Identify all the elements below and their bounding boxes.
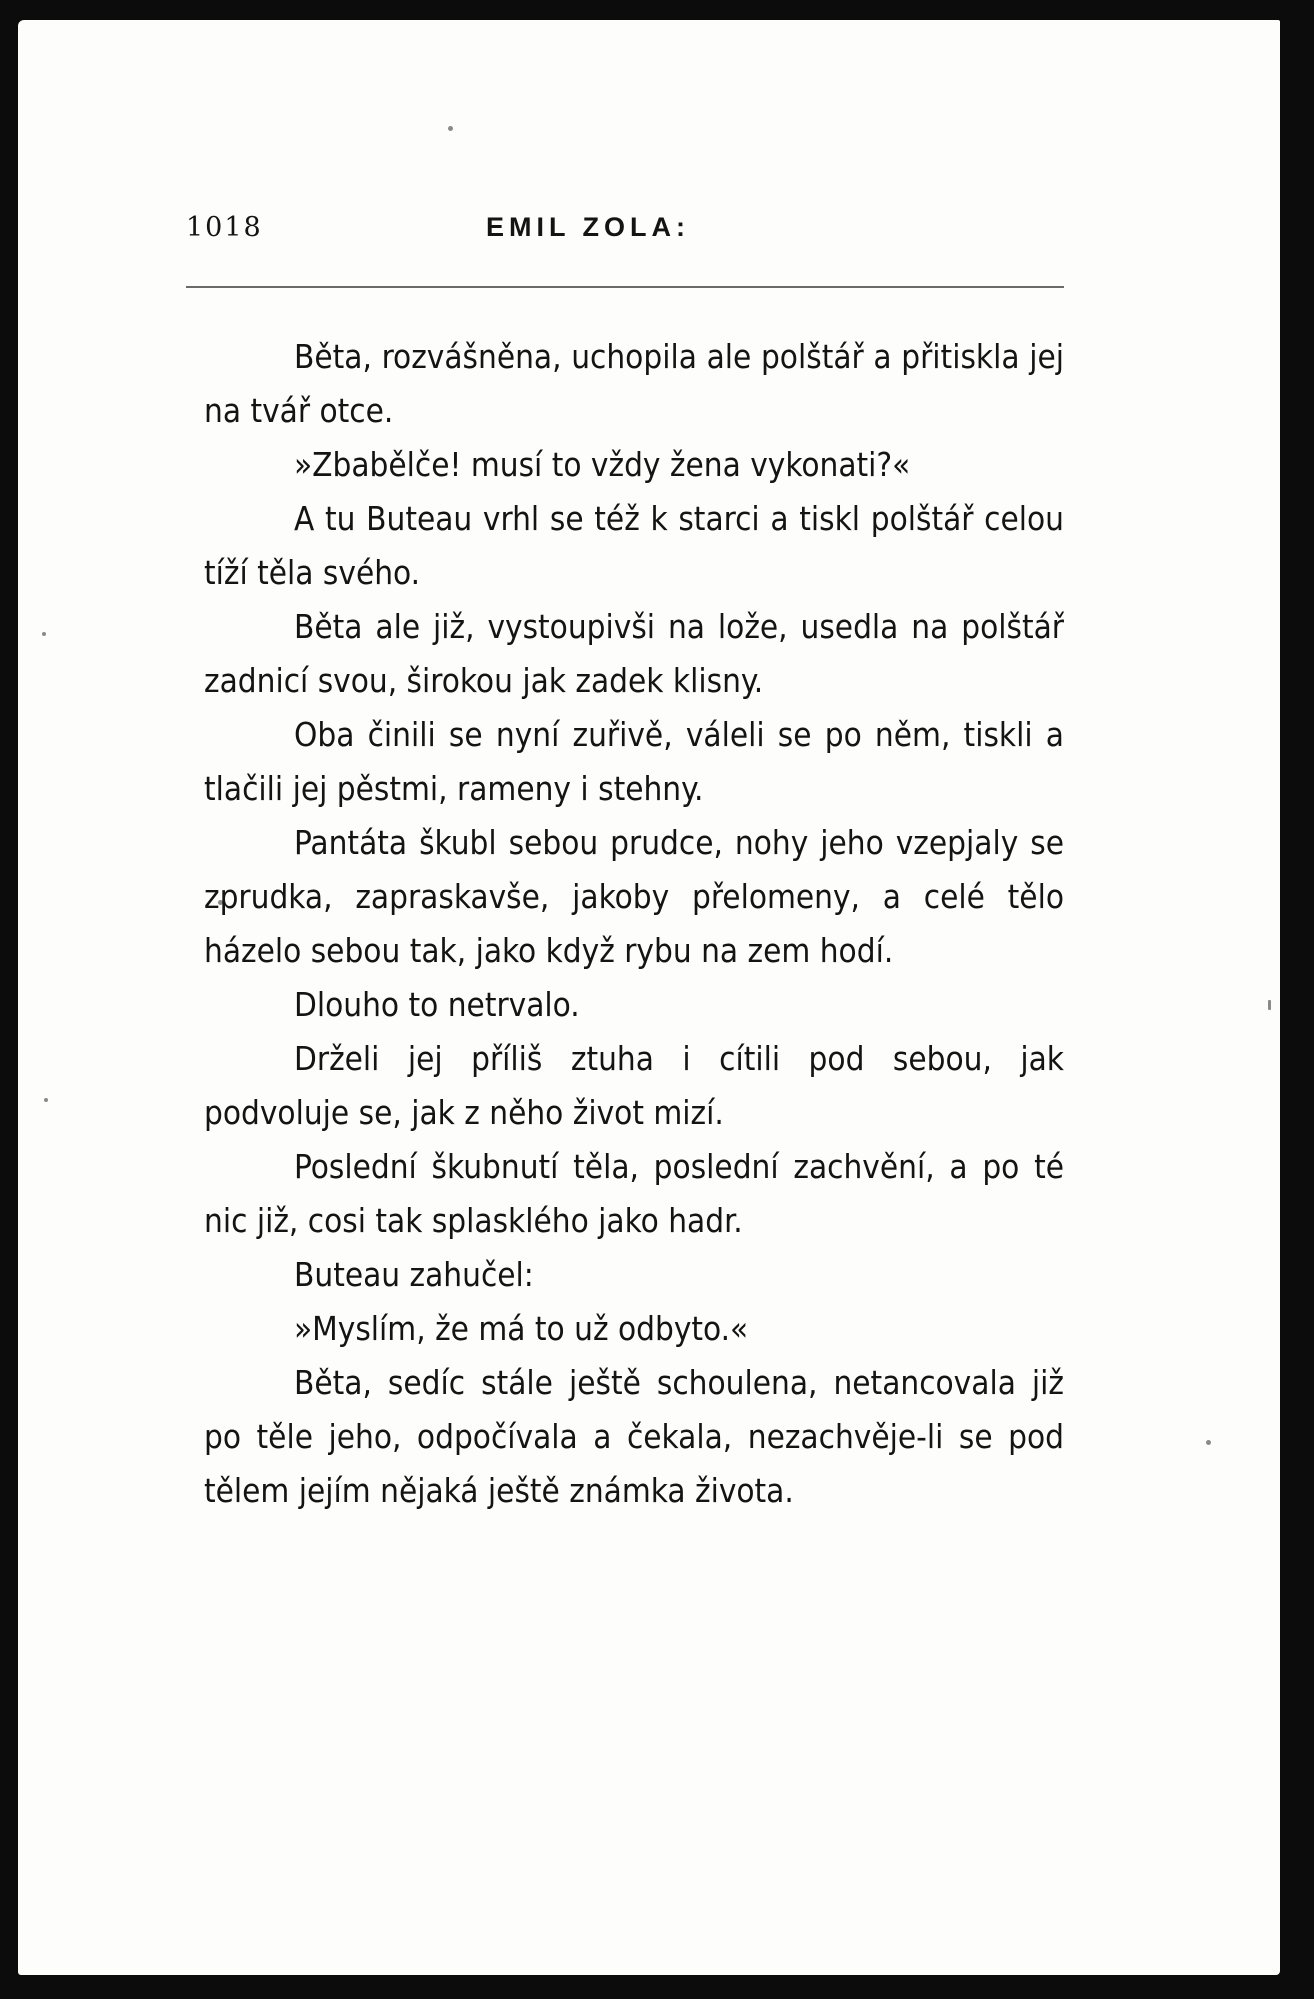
paragraph: Běta ale již, vystoupivši na lože, usedla na polštář zadnicí svou, širokou jak zadek klisny. [204,607,1064,700]
margin-speck [448,126,453,131]
body-text [204,330,1064,1518]
paragraph: »Myslím, že má to už odbyto.« [294,1309,749,1348]
running-head: EMIL ZOLA: [486,212,690,242]
paragraph: Oba činili se nyní zuřivě, váleli se po něm, tiskli a tlačili jej pěstmi, rameny i stehny. [204,715,1064,808]
paragraph: Drželi jej příliš ztuha i cítili pod sebou, jak podvoluje se, jak z něho život mizí. [204,1039,1064,1132]
paragraph: Pantáta škubl sebou prudce, nohy jeho vzepjaly se zprudka, zapraskavše, jakoby přelomeny, a celé tělo házelo sebou tak, jako když rybu na zem hodí. [204,823,1064,970]
page-header [186,212,1066,262]
paragraph: Běta, sedíc stále ještě schoulena, netancovala již po těle jeho, odpočívala a čekala, nezachvěje-li se pod tělem jejím nějaká ještě známka života. [204,1363,1064,1510]
paragraph: A tu Buteau vrhl se též k starci a tiskl polštář celou tíží těla svého. [204,499,1064,592]
margin-speck [1268,1000,1271,1010]
paragraph: Buteau zahučel: [294,1255,534,1294]
paragraph: Běta, rozvášněna, uchopila ale polštář a přitiskla jej na tvář otce. [204,337,1064,430]
paragraph: »Zbabělče! musí to vždy žena vykonati?« [294,445,911,484]
paragraph: Poslední škubnutí těla, poslední zachvění, a po té nic již, cosi tak splasklého jako hadr. [204,1147,1064,1240]
margin-speck [44,1098,48,1102]
page-number: 1018 [186,212,263,243]
paragraph: Dlouho to netrvalo. [294,985,580,1024]
margin-speck [1206,1440,1211,1445]
margin-speck [42,632,46,636]
header-rule [186,286,1064,288]
